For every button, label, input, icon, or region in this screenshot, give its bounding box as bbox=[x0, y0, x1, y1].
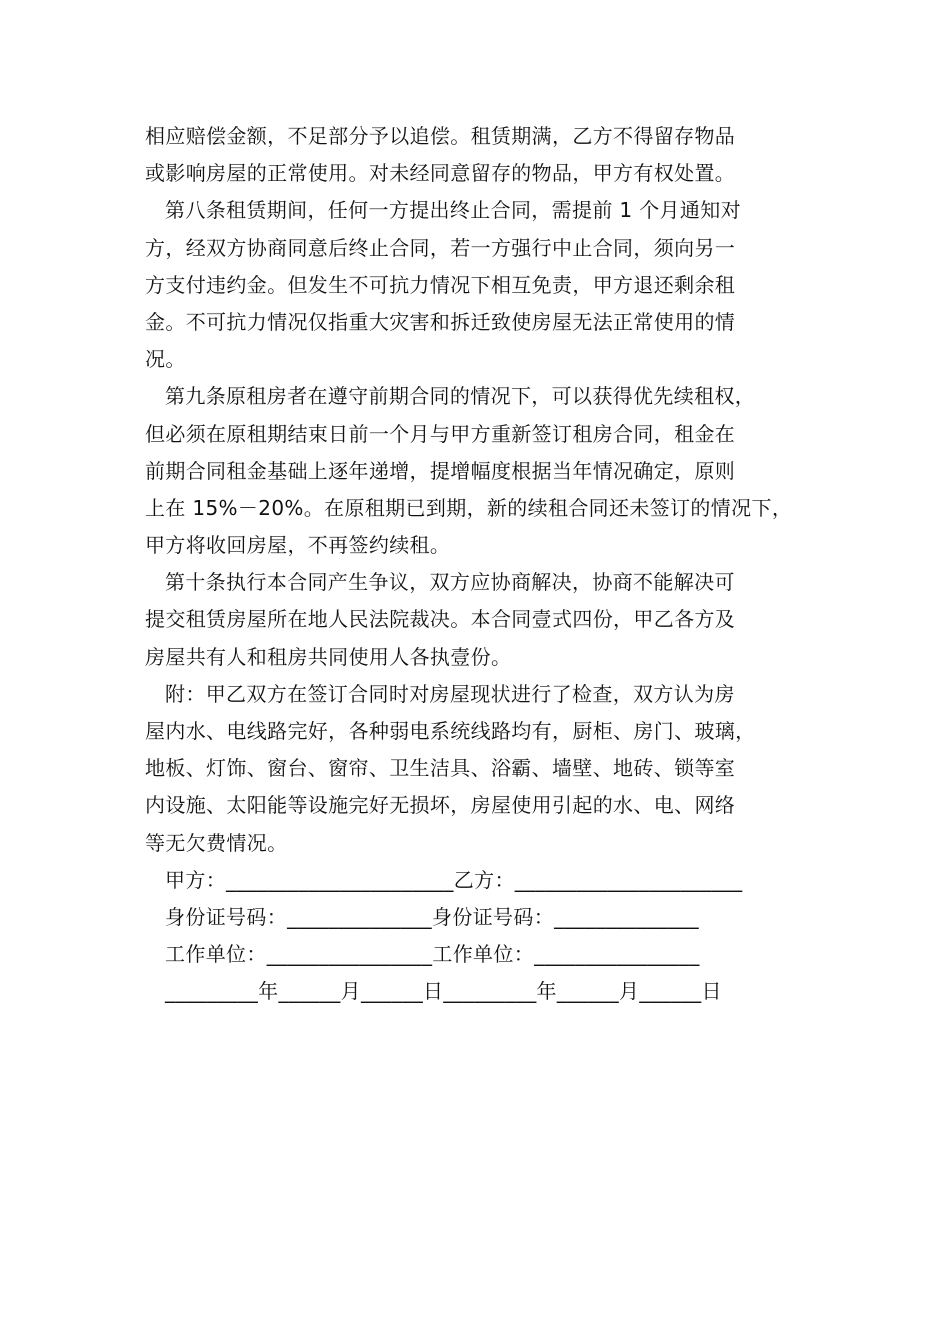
contract-page bbox=[145, 118, 817, 1011]
signature-date-line: _________年______月______日_________年______月______日 bbox=[165, 979, 722, 1004]
signature-employer-line: 工作单位：________________工作单位：________________ bbox=[165, 942, 700, 967]
text-line: 况。 bbox=[145, 347, 186, 372]
text-line: 但必须在原租期结束日前一个月与甲方重新签订租房合同，租金在 bbox=[145, 421, 736, 446]
text-line: 等无欠费情况。 bbox=[145, 830, 288, 855]
text-line: 方支付违约金。但发生不可抗力情况下相互免责，甲方退还剩余租 bbox=[145, 272, 736, 297]
clause-10-start: 第十条执行本合同产生争议，双方应协商解决，协商不能解决可 bbox=[165, 570, 735, 595]
text-line: 提交租赁房屋所在地人民法院裁决。本合同壹式四份，甲乙各方及 bbox=[145, 607, 736, 632]
text-line: 相应赔偿金额，不足部分予以追偿。租赁期满，乙方不得留存物品 bbox=[145, 124, 736, 148]
clause-9-start: 第九条原租房者在遵守前期合同的情况下，可以获得优先续租权， bbox=[165, 384, 756, 409]
signature-party-line: 甲方：______________________乙方：______________________ bbox=[165, 867, 743, 892]
text-line: 或影响房屋的正常使用。对未经同意留存的物品，甲方有权处置。 bbox=[145, 161, 736, 186]
text-line: 上在 15%－20%。在原租期已到期，新的续租合同还未签订的情况下， bbox=[145, 495, 793, 520]
appendix-start: 附：甲乙双方在签订合同时对房屋现状进行了检查，双方认为房 bbox=[165, 681, 735, 706]
text-line: 甲方将收回房屋，不再签约续租。 bbox=[145, 533, 451, 558]
text-line: 地板、灯饰、窗台、窗帘、卫生洁具、浴霸、墙壁、地砖、锁等室 bbox=[145, 756, 736, 781]
clause-8-start: 第八条租赁期间，任何一方提出终止合同，需提前 1 个月通知对 bbox=[165, 198, 741, 223]
signature-id-line: 身份证号码：______________身份证号码：______________ bbox=[165, 904, 699, 929]
text-line: 内设施、太阳能等设施完好无损坏，房屋使用引起的水、电、网络 bbox=[145, 793, 736, 818]
text-line: 房屋共有人和租房共同使用人各执壹份。 bbox=[145, 644, 512, 669]
text-line: 方，经双方协商同意后终止合同，若一方强行中止合同，须向另一 bbox=[145, 235, 736, 260]
text-line: 金。不可抗力情况仅指重大灾害和拆迁致使房屋无法正常使用的情 bbox=[145, 309, 736, 334]
text-line: 前期合同租金基础上逐年递增，提增幅度根据当年情况确定，原则 bbox=[145, 458, 736, 483]
text-line: 屋内水、电线路完好，各种弱电系统线路均有，厨柜、房门、玻璃， bbox=[145, 719, 756, 743]
